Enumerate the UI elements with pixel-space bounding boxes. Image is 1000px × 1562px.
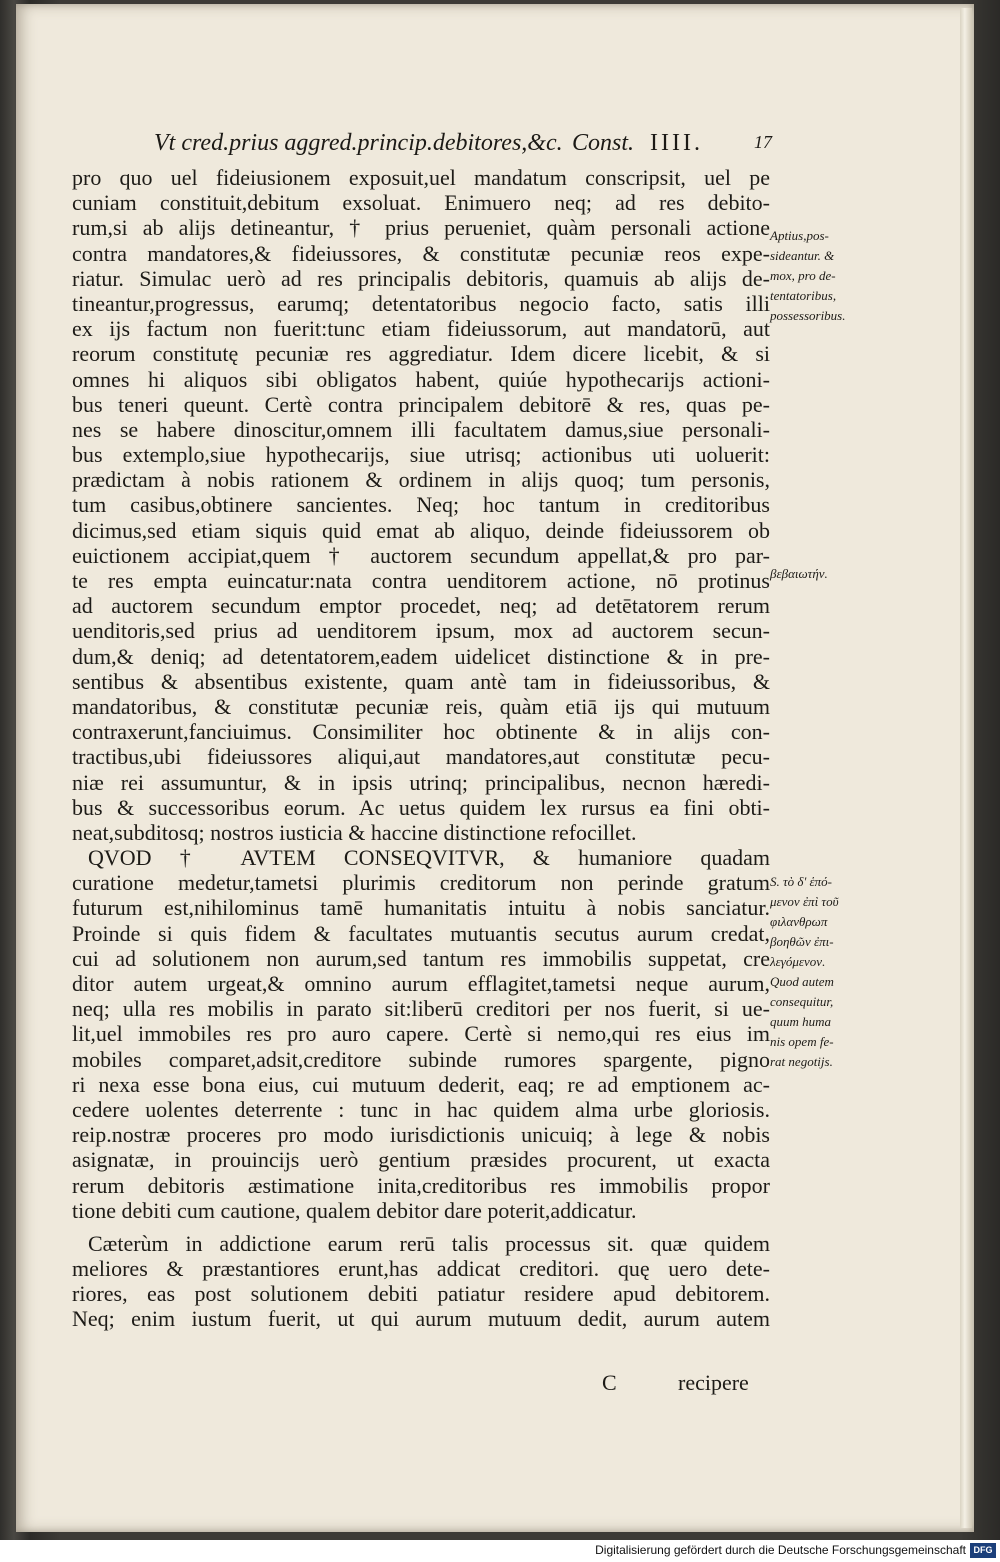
- text-line: dum,& deniq; ad detentatorem,eadem uidelicet distinctione & in pre-: [72, 643, 770, 669]
- text-line: nes se habere dinoscitur,omnem illi facultatem damus,siue personali-: [72, 416, 770, 442]
- text-line: bus teneri queunt. Certè contra principalem debitorē & res, quas pe-: [72, 391, 770, 417]
- running-title: Vt cred.prius aggred.princip.debitores,&c.: [154, 130, 563, 156]
- margin-note-line: Quod autem: [770, 974, 834, 989]
- margin-note-line: βεβαιωτήν.: [770, 566, 828, 581]
- margin-note-line: mox, pro de-: [770, 268, 836, 283]
- text-line: contraxerunt,fanciuimus. Consimiliter hoc obtinente & in alijs con-: [72, 719, 770, 745]
- text-line: rerum debitoris æstimatione inita,creditoribus res immobilis propor: [72, 1172, 770, 1198]
- text-line: neat,subditosq; nostros iusticia & haccine distinctione refocillet.: [72, 819, 637, 845]
- text-line: tione debiti cum cautione, qualem debitor dare poterit,addicatur.: [72, 1197, 637, 1223]
- margin-note-line: quum huma: [770, 1014, 832, 1029]
- margin-note-line: sideantur. &: [770, 248, 835, 263]
- margin-note-3: [770, 872, 880, 1072]
- text-line: futurum est,nihilominus tamē humanitatis intuitu à nobis sanciatur.: [72, 895, 770, 921]
- paragraph-opening-line: Cæterùm in addictione earum rerū talis processus sit. quæ quidem: [88, 1230, 770, 1256]
- text-line: neq; ulla res mobilis in parato sit:liberū creditori per nos fuerit, si ue-: [72, 996, 770, 1022]
- margin-note-2: [770, 564, 880, 584]
- margin-note-line: λεγόμενον.: [770, 954, 826, 969]
- text-line: curatione medetur,tametsi plurimis creditorum non perinde gratum: [72, 870, 770, 896]
- text-line: ad auctorem secundum emptor procedet, neq; ad detētatorem rerum: [72, 593, 770, 619]
- text-line: reorum constitutę pecuniæ res aggrediatur. Idem dicere licebit, & si: [72, 341, 770, 367]
- text-line: omnes hi aliquos sibi obligatos habent, quiúe hypothecarijs actioni-: [72, 366, 770, 392]
- text-line: Neq; enim iustum fuerit, ut qui aurum mutuum dedit, aurum autem: [72, 1306, 770, 1332]
- margin-note-line: rat negotijs.: [770, 1054, 833, 1069]
- text-line: mandatoribus, & constitutæ pecuniæ reis, quàm etiā ijs qui mutuum: [72, 693, 770, 719]
- text-line: Proinde si quis fidem & facultates mutuantis secutus aurum credat,: [72, 920, 770, 946]
- margin-note-line: tentatoribus,: [770, 288, 837, 303]
- text-line: prædictam à nobis rationem & ordinem in alijs quoq; tum personis,: [72, 467, 770, 493]
- margin-note-line: consequitur,: [770, 994, 834, 1009]
- margin-note-line: μενον ἐπὶ τοῦ: [770, 894, 839, 909]
- text-line: contra mandatores,& fideiussores, & constitutæ pecuniæ reos expe-: [72, 240, 770, 266]
- text-line: uenditoris,sed prius ad uenditorem ipsum, mox ad auctorem secun-: [72, 618, 770, 644]
- text-line: pro quo uel fideiusionem exposuit,uel mandatum conscripsit, uel pe: [72, 165, 770, 190]
- text-line: dicimus,sed etiam siquis quid emat ab aliquo, deinde fideiussorem ob: [72, 517, 770, 543]
- text-line: sentibus & absentibus existente, quam antè tam in fideiussoribus, &: [72, 668, 770, 694]
- text-line: meliores & præstantiores erunt,has addicat creditori. quę uero dete-: [72, 1256, 770, 1282]
- constitution-number: IIII.: [650, 130, 703, 156]
- page-edge: [960, 8, 972, 1528]
- margin-note-line: nis opem fe-: [770, 1034, 834, 1049]
- catchword: recipere: [678, 1370, 749, 1395]
- text-line: lit,uel immobiles res pro auro capere. Certè si nemo,qui res eius im: [72, 1021, 770, 1047]
- text-line: niæ rei assumuntur, & in ipsis utrinq; principalibus, necnon hæredi-: [72, 769, 770, 795]
- text-line: bus & successoribus eorum. Ac uetus quidem lex rursus ea fini obti-: [72, 794, 770, 820]
- section-opening-line: QVOD † AVTEM CONSEQVITVR, & humaniore quadam: [88, 845, 770, 871]
- text-line: mobiles comparet,adsit,creditore subinde rumores spargente, pigno: [72, 1046, 770, 1072]
- constitution-label: Const.: [572, 130, 635, 156]
- text-line: cedere uolentes deterrente : tunc in hac quidem alma urbe gloriosis.: [72, 1096, 770, 1122]
- dfg-logo: DFG: [970, 1543, 996, 1558]
- margin-note-line: βοηθῶν ἐπι-: [770, 934, 834, 949]
- margin-note-line: Aptius,pos-: [770, 228, 829, 243]
- folio-number: 17: [754, 132, 772, 152]
- text-line: ditor autem urgeat,& omnino aurum efflagitet,tametsi neque aurum,: [72, 971, 770, 996]
- text-line: euictionem accipiat,quem † auctorem secundum appellat,& pro par-: [72, 542, 770, 568]
- text-line: tum casibus,obtinere sancientes. Neq; hoc tantum in creditoribus: [72, 492, 770, 518]
- text-line: riatur. Simulac uerò ad res principalis debitoris, quamuis ab alijs de-: [72, 265, 770, 291]
- text-line: cuniam constituit,debitum exsoluat. Enimuero neq; ad res debito-: [72, 190, 770, 216]
- text-line: reip.nostræ proceres pro modo iurisdictionis unicuiq; à lege & nobis: [72, 1122, 770, 1148]
- signature-mark: C: [602, 1370, 617, 1395]
- funding-notice: Digitalisierung gefördert durch die Deutsche Forschungsgemeinschaft: [595, 1543, 966, 1557]
- margin-note-line: possessoribus.: [770, 308, 846, 323]
- text-line: rum,si ab alijs detineantur, † prius perueniet, quàm personali actione: [72, 215, 770, 241]
- text-line: asignatæ, in prouincijs uerò gentium præsides procurent, ut exacta: [72, 1147, 770, 1173]
- text-line: bus extemplo,siue hypothecarijs, siue utrisq; actionibus uti uoluerit:: [72, 442, 770, 468]
- text-line: riores, eas post solutionem debiti patiatur residere apud debitorem.: [72, 1281, 770, 1307]
- margin-note-line: φιλανθρωπ: [770, 914, 828, 929]
- text-line: te res empta euincatur:nata contra uenditorem actione, nō protinus: [72, 568, 770, 593]
- text-line: tineantur,progressus, earumq; detentatoribus negocio facto, satis illi: [72, 290, 770, 316]
- text-line: cui ad solutionem non aurum,sed tantum res immobilis suppetat, cre: [72, 945, 770, 971]
- margin-note-line: S. τὸ δ' ἑπό-: [770, 874, 832, 889]
- text-line: tractibus,ubi fideiussores aliqui,aut mandatores,aut constitutæ pecu-: [72, 744, 770, 770]
- footer-bar: [0, 1540, 1000, 1562]
- margin-note-1: [770, 226, 880, 326]
- text-line: ex ijs factum non fuerit:tunc etiam fideiussorum, aut mandatorū, aut: [72, 316, 770, 342]
- text-line: ri nexa esse bona eius, cui mutuum dederit, eaq; re ad emptionem ac-: [72, 1071, 770, 1097]
- main-text-block: [72, 165, 770, 1332]
